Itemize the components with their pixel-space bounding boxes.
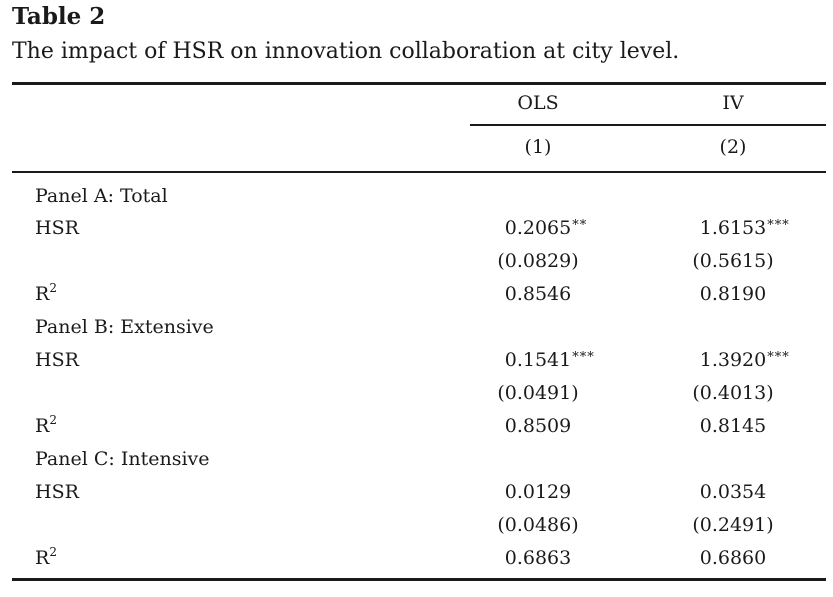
bottom-rule: [12, 578, 826, 581]
panel-b-title: Panel B: Extensive: [35, 316, 214, 338]
panel-c-se-ols: (0.0486): [497, 514, 579, 536]
panel-b-hsr-ols: [470, 347, 606, 373]
panel-b-hsr-ols-value: 0.1541: [504, 349, 572, 371]
panel-b-hsr-ols-stars: ***: [572, 350, 595, 365]
panel-a-hsr-ols-value: 0.2065: [504, 217, 572, 239]
panel-a-r2-iv: 0.8190: [699, 283, 767, 305]
panel-c-hsr-label: HSR: [35, 481, 79, 503]
panel-b-r2-base: R: [35, 415, 50, 437]
panel-b-r2-ols: 0.8509: [504, 415, 572, 437]
panel-b-r2-iv: 0.8145: [699, 415, 767, 437]
header-rule: [12, 171, 826, 173]
panel-c-r2-label: [35, 545, 57, 571]
table-caption: The impact of HSR on innovation collaboration at city level.: [12, 39, 680, 64]
panel-a-hsr-label: HSR: [35, 217, 79, 239]
panel-a-r2-exp: 2: [49, 280, 57, 295]
panel-a-r2-base: R: [35, 283, 50, 305]
panel-c-title: Panel C: Intensive: [35, 448, 210, 470]
header-ols: OLS: [517, 92, 559, 114]
table-label: Table 2: [12, 3, 106, 30]
panel-a-hsr-iv-stars: ***: [767, 218, 790, 233]
panel-a-se-ols: (0.0829): [497, 250, 579, 272]
panel-c-se-iv: (0.2491): [692, 514, 774, 536]
panel-a-r2-ols: 0.8546: [504, 283, 572, 305]
panel-c-r2-ols: 0.6863: [504, 547, 572, 569]
panel-a-hsr-iv: [640, 215, 826, 241]
panel-b-hsr-iv-value: 1.3920: [699, 349, 767, 371]
panel-a-hsr-iv-value: 1.6153: [699, 217, 767, 239]
panel-b-r2-exp: 2: [49, 412, 57, 427]
panel-c-hsr-ols: [470, 479, 606, 505]
panel-a-hsr-ols: [470, 215, 606, 241]
panel-a-hsr-ols-stars: **: [572, 218, 588, 233]
panel-c-r2-iv: 0.6860: [699, 547, 767, 569]
panel-b-hsr-iv-stars: ***: [767, 350, 790, 365]
panel-a-se-iv: (0.5615): [692, 250, 774, 272]
header-iv: IV: [722, 92, 744, 114]
header-sub-rule: [470, 124, 826, 126]
panel-a-r2-label: [35, 281, 57, 307]
panel-c-hsr-iv-value: 0.0354: [699, 481, 767, 503]
panel-c-hsr-iv: [640, 479, 826, 505]
panel-c-hsr-ols-value: 0.0129: [504, 481, 572, 503]
panel-b-r2-label: [35, 413, 57, 439]
panel-a-title: Panel A: Total: [35, 185, 168, 207]
panel-c-r2-exp: 2: [49, 544, 57, 559]
panel-c-r2-base: R: [35, 547, 50, 569]
top-rule: [12, 82, 826, 85]
header-col1: (1): [524, 136, 552, 158]
panel-b-hsr-label: HSR: [35, 349, 79, 371]
header-col2: (2): [719, 136, 747, 158]
panel-b-hsr-iv: [640, 347, 826, 373]
panel-b-se-iv: (0.4013): [692, 382, 774, 404]
panel-b-se-ols: (0.0491): [497, 382, 579, 404]
